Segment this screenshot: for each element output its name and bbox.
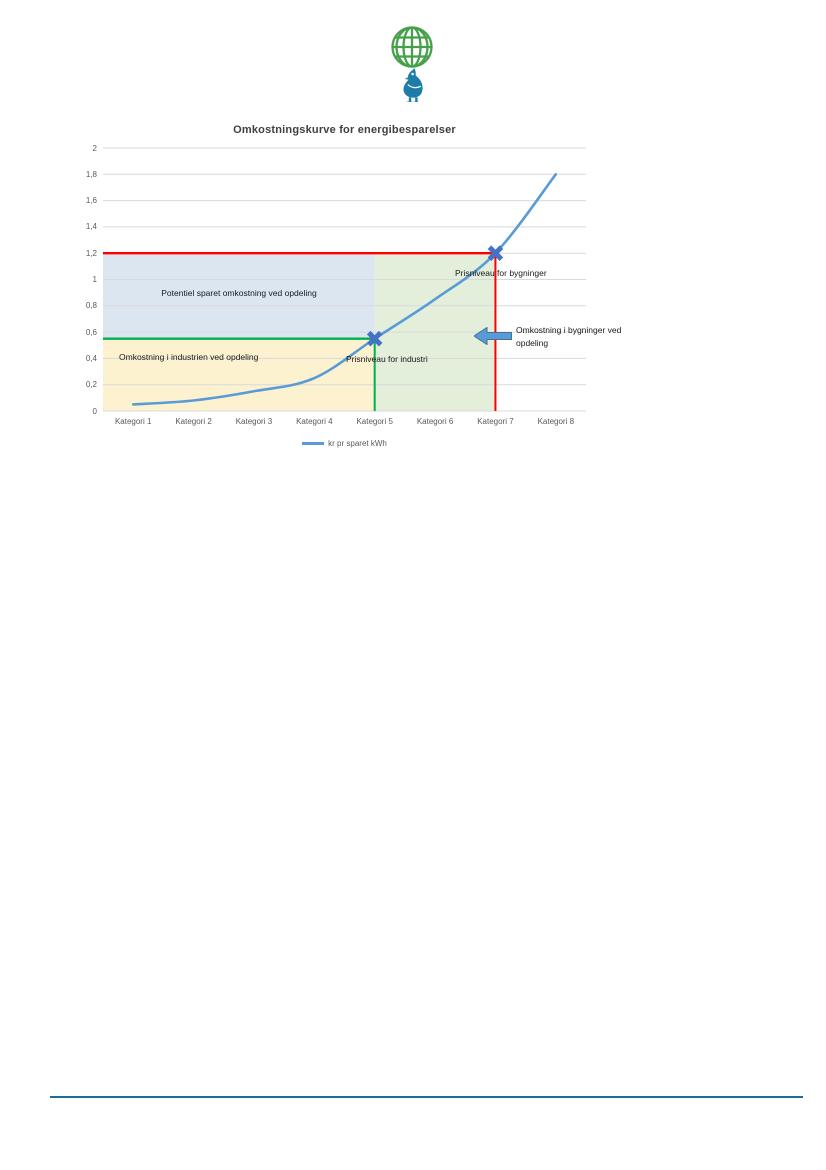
y-tick-label: 1,6 (85, 196, 97, 206)
x-axis-labels (103, 417, 586, 430)
x-tick-label: Kategori 7 (477, 417, 514, 426)
plot-area (85, 143, 622, 416)
y-tick-label: 1,4 (85, 222, 97, 232)
x-tick-label: Kategori 1 (114, 417, 152, 426)
x-tick-label: Kategori 4 (296, 417, 333, 426)
footer-rule (50, 1096, 803, 1098)
chart-legend (103, 439, 586, 448)
y-tick-label: 0,4 (85, 353, 97, 363)
annotation-building-price-level: Prisniveau for bygninger (455, 268, 547, 278)
y-tick-label: 1,2 (85, 248, 97, 258)
x-tick-label: Kategori 2 (175, 417, 212, 426)
x-tick-label: Kategori 6 (416, 417, 454, 426)
y-tick-label: 1 (92, 275, 97, 284)
legend-label: kr pr sparet kWh (328, 439, 387, 448)
globe-icon (391, 28, 433, 67)
agency-logo (382, 24, 442, 102)
cost-curve-chart (85, 124, 622, 448)
annotation-industry-price-level: Prisniveau for industri (346, 354, 428, 364)
bird-icon (404, 68, 423, 102)
plot-canvas (103, 148, 586, 411)
y-tick-label: 0,8 (85, 301, 97, 311)
annotation-building-cost: Omkostning i bygninger ved opdeling (516, 325, 622, 348)
region-industry-cost (103, 339, 375, 411)
y-tick-label: 2 (92, 143, 97, 153)
left-arrow-icon (474, 327, 512, 345)
chart-title: Omkostningskurve for energibesparelser (233, 124, 456, 136)
y-tick-label: 0,6 (85, 327, 97, 337)
annotation-industry-cost: Omkostning i industrien ved opdeling (119, 352, 259, 362)
annotation-potential-saved-cost: Potentiel sparet omkostning ved opdeling (161, 288, 317, 298)
y-tick-label: 1,8 (85, 169, 97, 179)
arrow-shape (474, 328, 512, 345)
legend-line-swatch (302, 442, 324, 445)
y-tick-label: 0 (92, 406, 97, 416)
y-tick-label: 0,2 (85, 380, 97, 390)
x-tick-label: Kategori 8 (537, 417, 575, 426)
x-tick-label: Kategori 3 (235, 417, 273, 426)
x-tick-label: Kategori 5 (356, 417, 393, 426)
